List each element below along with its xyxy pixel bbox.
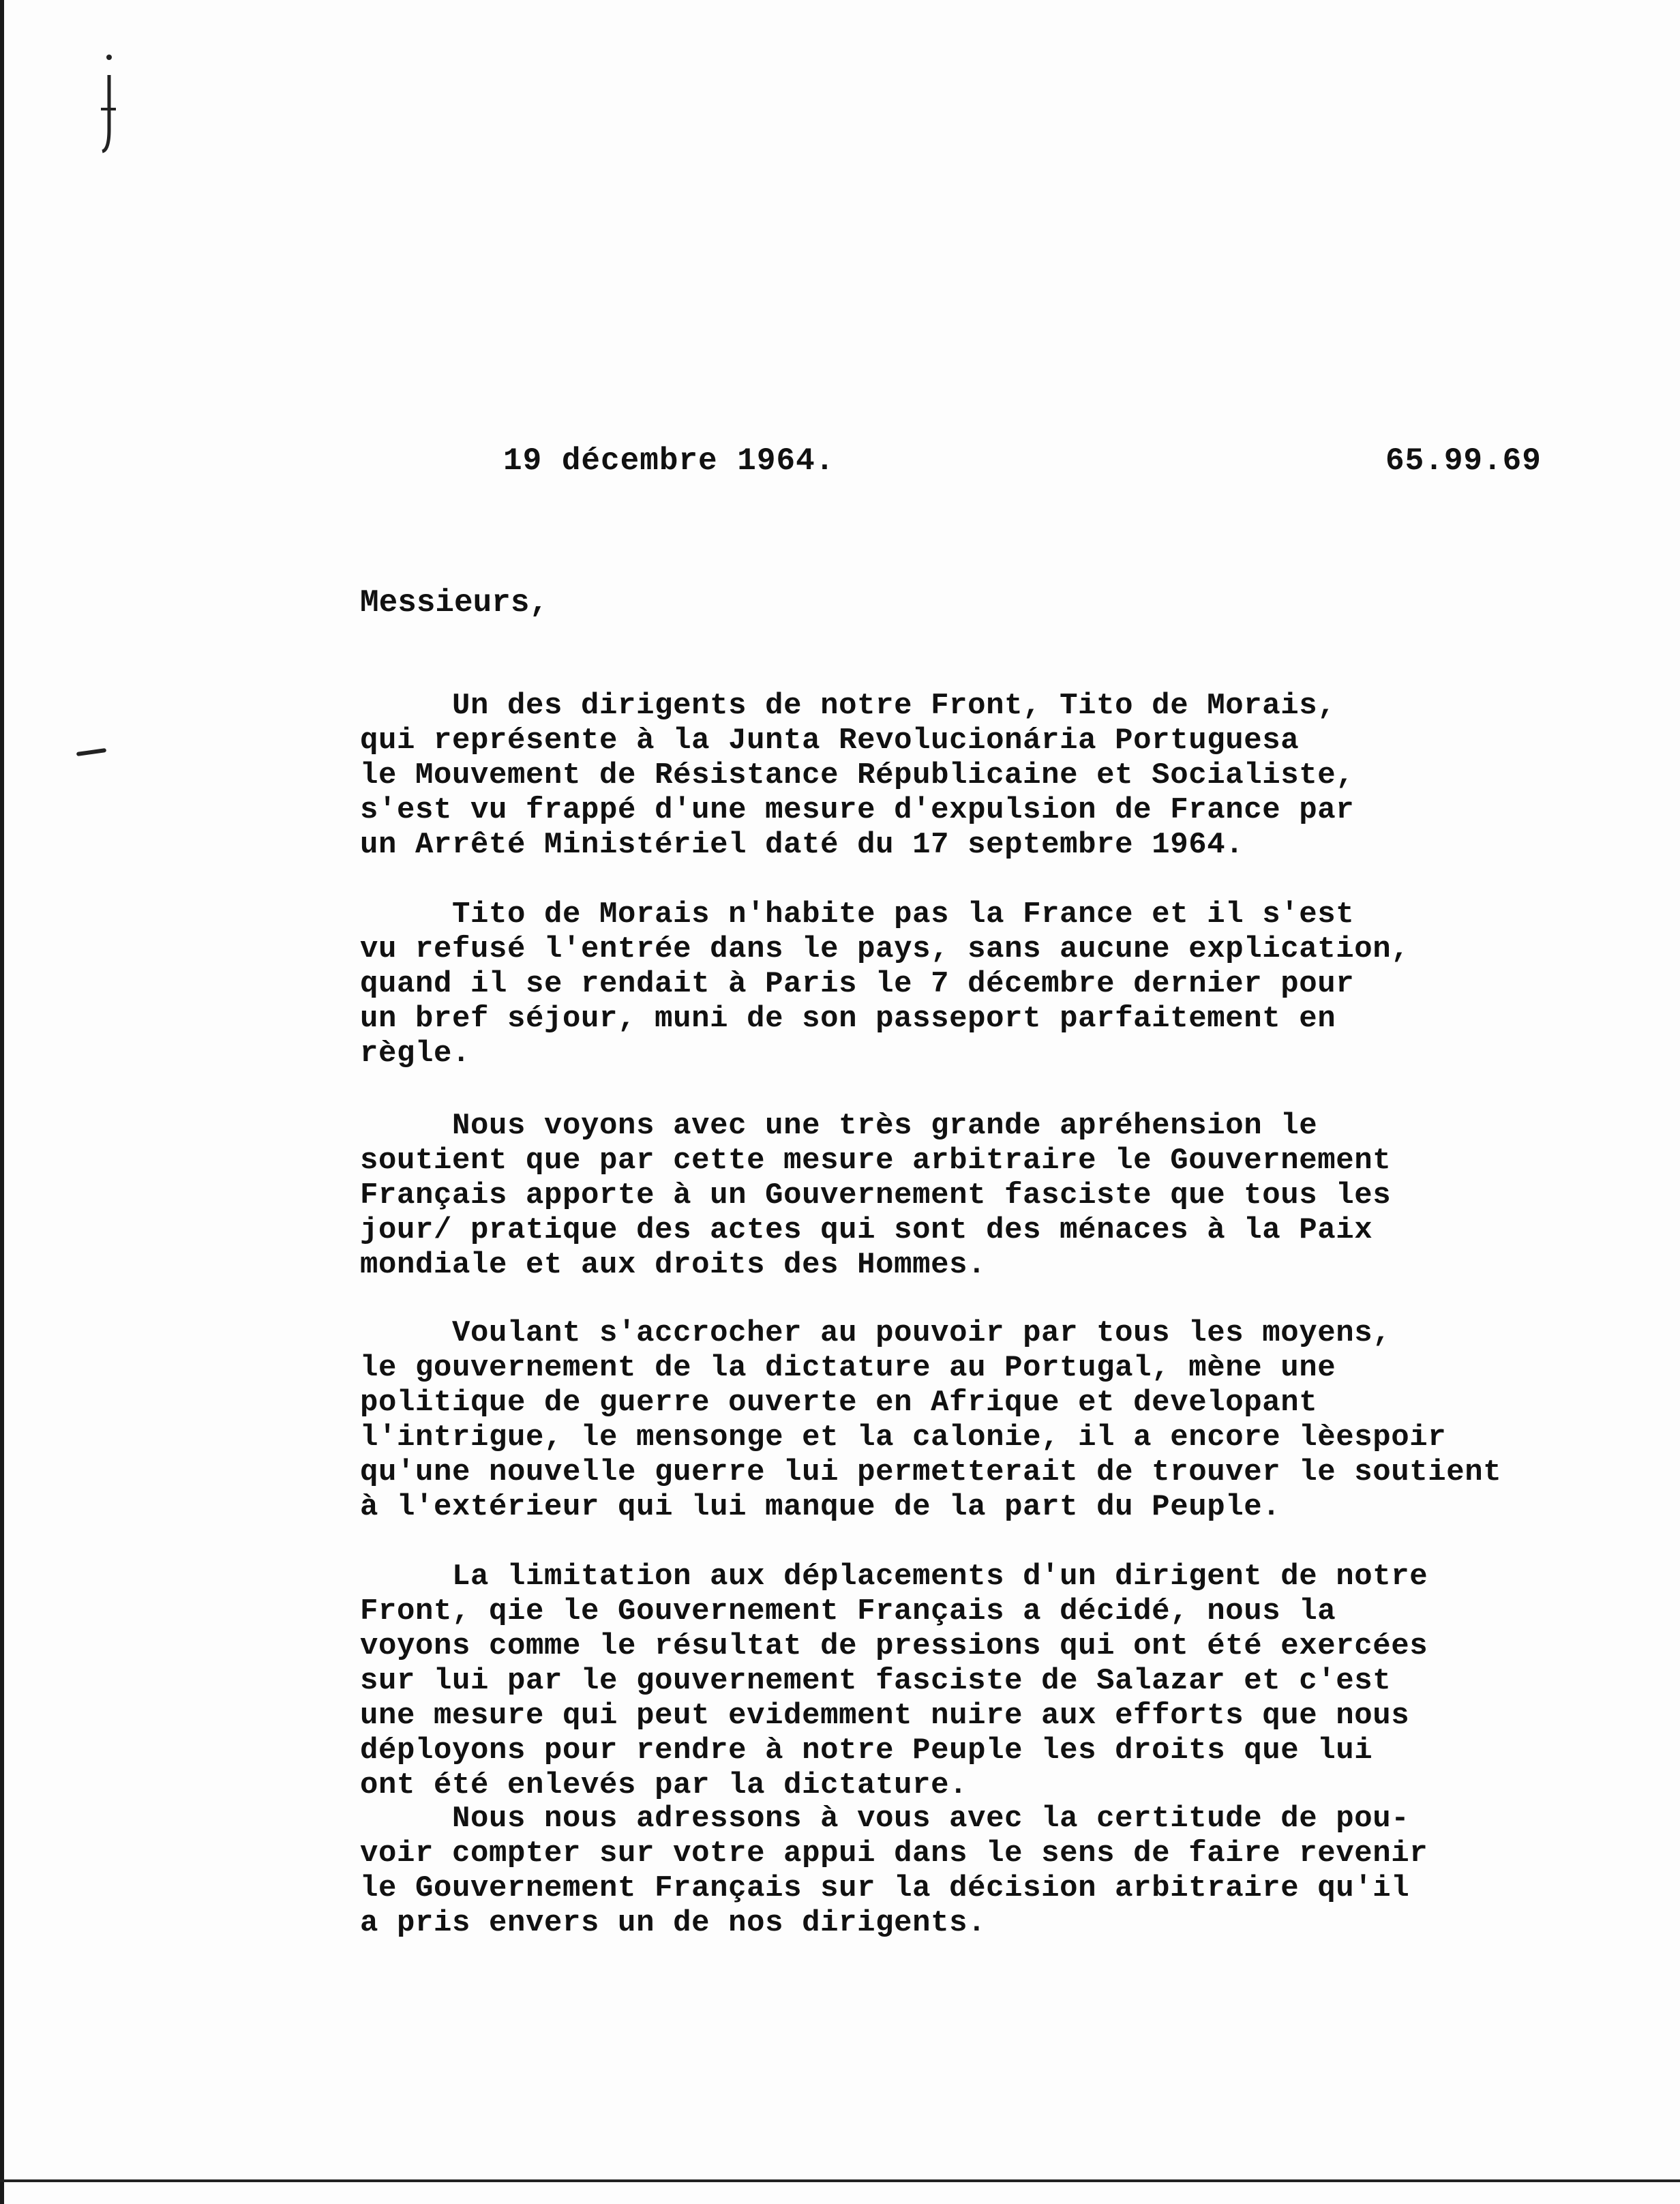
paragraph-5: La limitation aux déplacements d'un dirigent de notre Front, qie le Gouvernement Français a décidé, nous la voyons comme le résultat de pressions qui ont été exercées sur lui par le gouvernement fasciste de Salazar et c'est une mesure qui peut evidemment nuire aux efforts que nous déployons pour rendre à notre Peuple les droits que lui ont été enlevés par la dictature. (360, 1560, 1428, 1802)
paragraph-3: Nous voyons avec une très grande apréhension le soutient que par cette mesure arbitraire le Gouvernement Français apporte à un Gouvernement fasciste que tous les jour/ pratique des actes qui sont des ménaces à la Paix mondiale et aux droits des Hommes. (360, 1109, 1392, 1282)
paragraph-6: Nous nous adressons à vous avec la certitude de pou- voir compter sur votre appui dans le sens de faire revenir le Gouvernement Français sur la décision arbitraire qu'il a pris envers un de nos dirigents. (360, 1802, 1428, 1940)
paragraph-2: Tito de Morais n'habite pas la France et il s'est vu refusé l'entrée dans le pays, sans aucune explication, quand il se rendait à Paris le 7 décembre dernier pour un bref séjour, muni de son passeport parfaitement en règle. (360, 897, 1410, 1071)
scan-edge-left (0, 0, 4, 2204)
margin-dash-mark (76, 748, 106, 756)
paragraph-1: Un des dirigents de notre Front, Tito de Morais, qui représente à la Junta Revolucionária Portuguesa le Mouvement de Résistance Républicaine et Socialiste, s'est vu frappé d'une mesure d'expulsion de France par un Arrêté Ministériel daté du 17 septembre 1964. (360, 689, 1355, 862)
letter-salutation: Messieurs, (360, 585, 549, 621)
margin-annotation-mark (95, 48, 123, 157)
letter-date: 19 décembre 1964. (503, 443, 835, 479)
scan-edge-bottom (0, 2179, 1680, 2182)
paragraph-4: Voulant s'accrocher au pouvoir par tous les moyens, le gouvernement de la dictature au Portugal, mène une politique de guerre ouverte en Afrique et developant l'intrigue, le mensonge et la calonie, il a encore lèespoir qu'une nouvelle guerre lui permetterait de trouver le soutient à l'extérieur qui lui manque de la part du Peuple. (360, 1316, 1502, 1524)
letter-reference: 65.99.69 (1385, 443, 1542, 479)
